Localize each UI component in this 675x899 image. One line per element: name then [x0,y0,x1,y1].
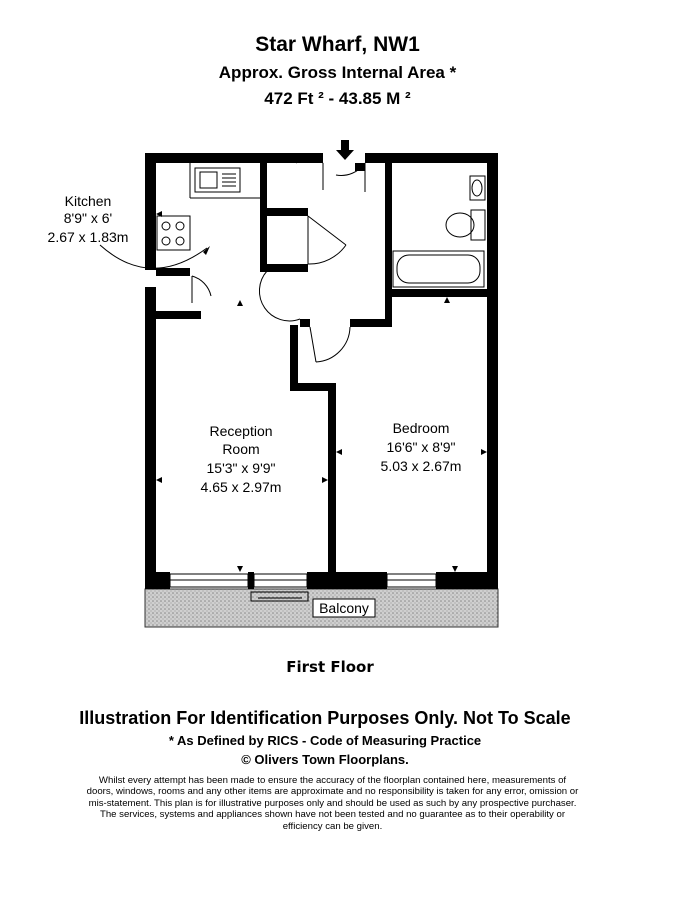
bathroom-fittings [393,176,485,287]
disclaimer-title: Illustration For Identification Purposes Only. Not To Scale [79,708,571,728]
area-value: 472 Ft ² - 43.85 M ² [264,89,411,108]
area-label: Approx. Gross Internal Area * [218,63,457,82]
reception-name-line2: Room [222,441,260,457]
bedroom-imperial: 16'6" x 8'9" [386,439,456,455]
copyright: © Olivers Town Floorplans. [241,752,409,767]
reception-imperial: 15'3" x 9'9" [206,460,276,476]
exterior-walls [145,153,498,589]
dimension-markers [156,211,487,572]
small-print: Whilst every attempt has been made to ensure the accuracy of the floorplan contained here, measurements of doors, windows, rooms and any other items are approximate and no responsibility is taken for any error, omission or mis-statement. This plan is for illustrative purposes only and should be used as such by any prospective purchaser. The services, systems and appliances shown have not been tested and no guarantee as to their operability or efficiency can be given. [86,775,579,832]
reception-metric: 4.65 x 2.97m [200,479,282,495]
floor-label: First Floor [286,658,374,676]
property-title: Star Wharf, NW1 [255,33,420,56]
interior-walls [156,163,487,573]
balcony-name: Balcony [319,600,369,616]
kitchen-metric: 2.67 x 1.83m [47,229,129,245]
doors [192,159,365,362]
bedroom-metric: 5.03 x 2.67m [380,458,462,474]
kitchen-imperial: 8'9" x 6' [63,210,113,226]
kitchen-fittings [157,163,260,250]
rics-note: * As Defined by RICS - Code of Measuring Practice [168,733,482,748]
kitchen-name: Kitchen [64,193,112,209]
reception-name-line1: Reception [209,423,273,439]
bedroom-name: Bedroom [392,420,450,436]
entrance-arrow-icon [336,140,354,160]
